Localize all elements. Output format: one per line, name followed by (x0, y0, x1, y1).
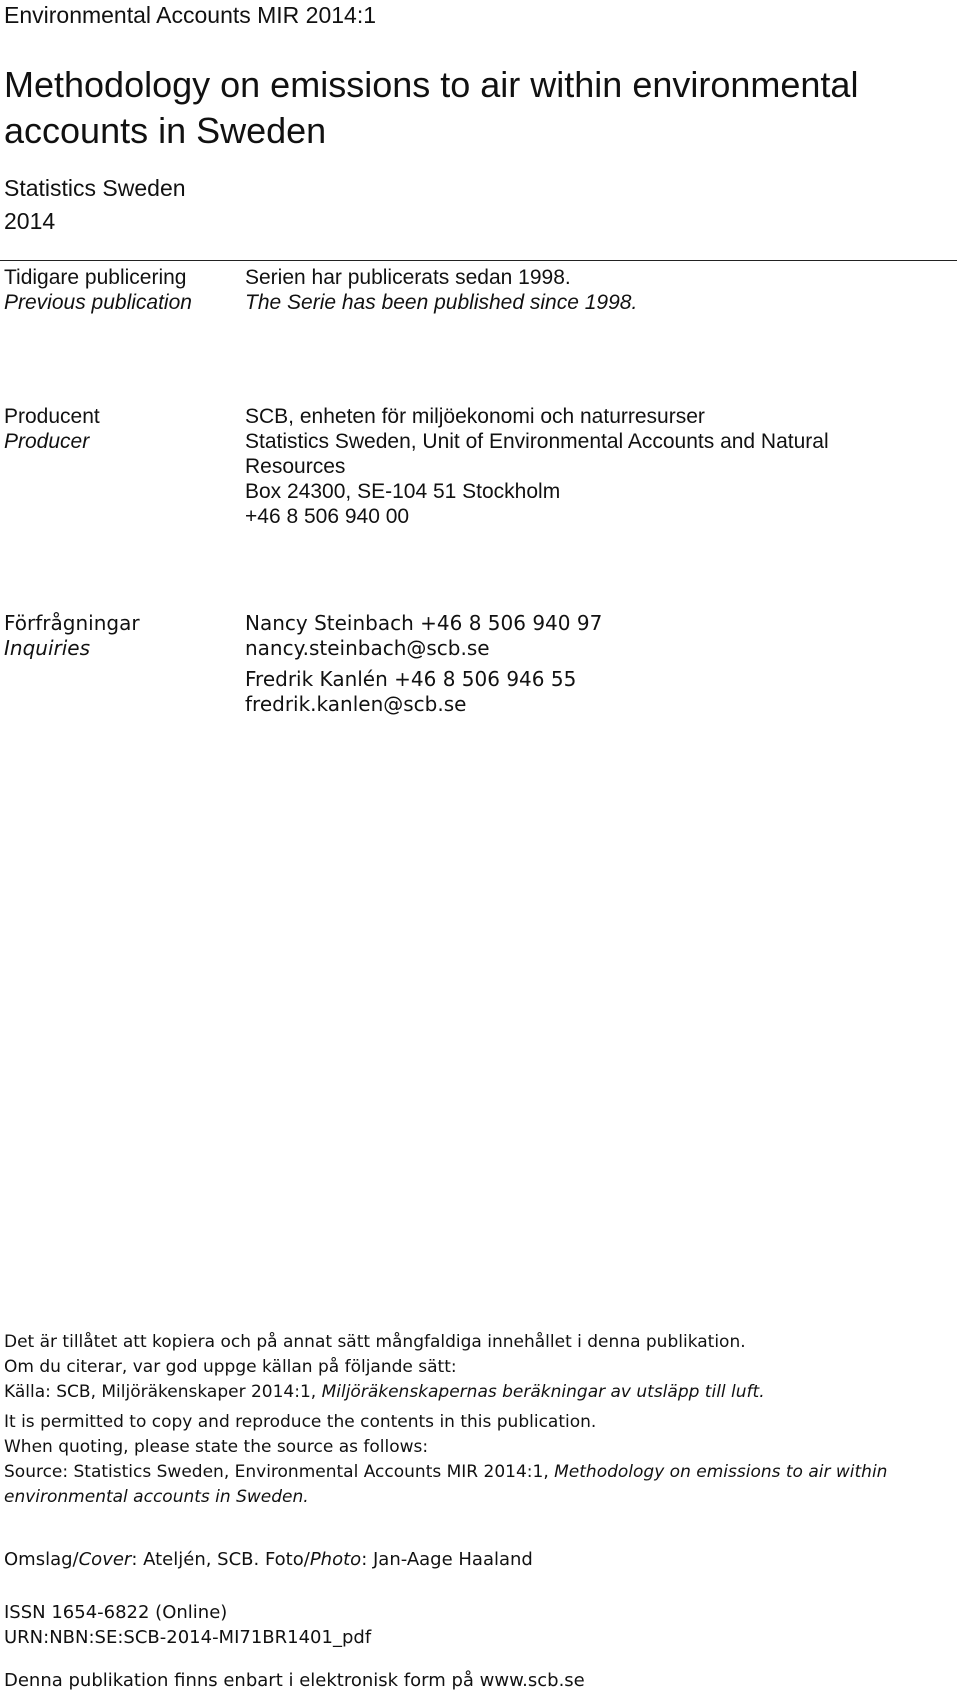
previous-value-en: The Serie has been published since 1998. (245, 291, 638, 314)
permission-en-line4: environmental accounts in Sweden. (4, 1487, 309, 1507)
previous-label-sv: Tidigare publicering (4, 266, 187, 289)
permission-en-line1: It is permitted to copy and reproduce the contents in this publication. (4, 1412, 597, 1432)
producer-label-en: Producer (4, 430, 90, 453)
credits (4, 1547, 533, 1572)
producer-line: Box 24300, SE-104 51 Stockholm (245, 480, 561, 503)
inquiries-contacts (245, 611, 602, 717)
source-en-plain: Source: Statistics Sweden, Environmental Accounts MIR 2014:1, (4, 1462, 555, 1482)
permission-sv-line1: Det är tillåtet att kopiera och på annat sätt mångfaldiga innehållet i denna publikation. (4, 1332, 746, 1352)
producer-line: +46 8 506 940 00 (245, 505, 410, 528)
cover-value: : Ateljén, SCB. Foto/ (131, 1549, 310, 1570)
issn: ISSN 1654-6822 (Online) (4, 1602, 228, 1623)
producer-address (245, 404, 829, 529)
cover-label-en: Cover (78, 1549, 132, 1570)
publication-year: 2014 (4, 208, 56, 234)
series-header: Environmental Accounts MIR 2014:1 (4, 2, 377, 28)
contact-name-phone: Fredrik Kanlén +46 8 506 946 55 (245, 667, 577, 691)
document-title: Methodology on emissions to air within environmental accounts in Sweden (4, 64, 859, 151)
producer-label-sv: Producent (4, 405, 100, 428)
source-sv-italic: Miljöräkenskapernas beräkningar av utsläpp till luft. (321, 1382, 765, 1402)
contact-email[interactable]: fredrik.kanlen@scb.se (245, 692, 467, 716)
previous-value-sv: Serien har publicerats sedan 1998. (245, 266, 571, 289)
urn: URN:NBN:SE:SCB-2014-MI71BR1401_pdf (4, 1627, 372, 1648)
source-en-italic: Methodology on emissions to air within (554, 1462, 888, 1482)
contact-name-phone: Nancy Steinbach +46 8 506 940 97 (245, 611, 603, 635)
inquiries-label-en: Inquiries (4, 636, 91, 660)
source-sv-plain: Källa: SCB, Miljöräkenskaper 2014:1, (4, 1382, 322, 1402)
cover-label-sv: Omslag/ (4, 1549, 79, 1570)
photo-label-en: Photo (309, 1549, 362, 1570)
photo-value: : Jan-Aage Haaland (361, 1549, 533, 1570)
permission-sv-line2: Om du citerar, var god uppge källan på följande sätt: (4, 1357, 457, 1377)
producer-line: SCB, enheten för miljöekonomi och naturresurser (245, 405, 705, 428)
inquiries-label-sv: Förfrågningar (4, 611, 140, 635)
contact-email[interactable]: nancy.steinbach@scb.se (245, 636, 490, 660)
organization (4, 172, 186, 238)
previous-label-en: Previous publication (4, 291, 192, 314)
producer-line: Resources (245, 455, 346, 478)
permission-en-line3 (4, 1460, 887, 1485)
footer-note: Denna publikation finns enbart i elektronisk form på www.scb.se (4, 1670, 585, 1691)
header-divider (0, 260, 957, 261)
permission-en-line2: When quoting, please state the source as follows: (4, 1437, 429, 1457)
producer-line: Statistics Sweden, Unit of Environmental Accounts and Natural (245, 430, 829, 453)
organization-name: Statistics Sweden (4, 175, 186, 201)
permission-sv-line3 (4, 1380, 765, 1405)
